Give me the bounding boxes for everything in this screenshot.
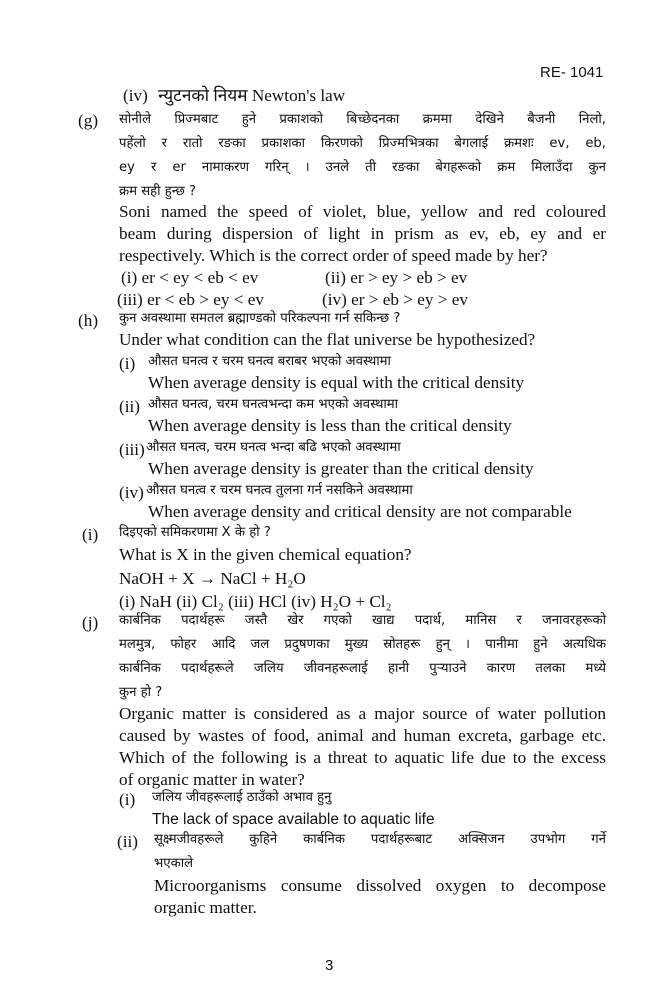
text-line: पहेंलो र रातो रङका प्रकाशका किरणको प्रिज्मभित्रका बेगलाई क्रमशः ev, eb,: [119, 136, 606, 151]
text-line: caused by wastes of food, animal and human excreta, garbage etc.: [119, 726, 606, 745]
question-label-i: (i): [82, 525, 99, 544]
option-h-2-nepali: औसत घनत्व, चरम घनत्वभन्दा कम भएको अवस्थामा: [148, 397, 399, 412]
text-line: कुन हो ?: [119, 685, 163, 700]
text-line: सोनीले प्रिज्मबाट हुने प्रकाशको बिच्छेदनका क्रममा देखिने बैजनी निलो,: [119, 112, 606, 127]
option-newton-law: [123, 87, 345, 104]
option-label: (iii): [119, 440, 145, 459]
text-line: ey र er नामाकरण गरिन् । उनले ती रङका बेगहरूको क्रम मिलाउँदा कुन: [119, 160, 606, 175]
option-label: (i): [119, 790, 136, 809]
option-text: न्युटनको नियम Newton's law: [158, 86, 346, 105]
option-h-1-english: When average density is equal with the critical density: [148, 373, 525, 392]
question-h-english: Under what condition can the flat universe be hypothesized?: [119, 330, 536, 349]
question-i-nepali: दिइएको समिकरणमा X के हो ?: [119, 525, 271, 540]
text-line: Organic matter is considered as a major source of water pollution: [119, 704, 606, 723]
option-h-4-english: When average density and critical density are not comparable: [148, 502, 572, 521]
option-j-2-nepali: सूक्ष्मजीवहरूले कुहिने कार्बनिक पदार्थहरूबाट अक्सिजन उपभोग गर्ने: [154, 832, 606, 847]
page-number: 3: [325, 957, 334, 974]
option-label: (i): [119, 354, 136, 373]
option-label: (iv): [123, 86, 148, 105]
exam-code: RE- 1041: [540, 64, 604, 81]
option-h-1-nepali: औसत घनत्व र चरम घनत्व बराबर भएको अवस्थामा: [148, 354, 391, 369]
question-h-nepali: कुन अवस्थामा समतल ब्रह्माण्डको परिकल्पना गर्न सकिन्छ ?: [119, 311, 401, 326]
question-i-english: What is X in the given chemical equation?: [119, 545, 412, 564]
option-g-1: (i) er < ey < eb < ev: [121, 268, 259, 287]
option-label: (ii): [117, 832, 138, 851]
text-line: respectively. Which is the correct order of speed made by her?: [119, 246, 548, 265]
text-line: Soni named the speed of violet, blue, yellow and red coloured: [119, 202, 606, 221]
text-line: of organic matter in water?: [119, 770, 305, 789]
text-line: मलमुत्र, फोहर आदि जल प्रदुषणका मुख्य स्रोतहरू हुन् । पानीमा हुने अत्यधिक: [119, 637, 606, 652]
question-label-h: (h): [78, 311, 99, 330]
option-j-1-nepali: जलिय जीवहरूलाई ठाउँको अभाव हुनु: [152, 790, 332, 805]
question-i-options: (i) NaH (ii) Cl₂ (iii) HCl (iv) H₂O + Cl₂: [119, 592, 392, 611]
text-line: कार्बनिक पदार्थहरूले जलिय जीवनहरूलाई हानी पुऱ्याउने कारण तलका मध्ये: [119, 661, 606, 676]
question-label-g: (g): [78, 111, 99, 130]
option-label: (iv): [119, 483, 144, 502]
text-line: कार्बनिक पदार्थहरू जस्तै खेर गएको खाद्य पदार्थ, मानिस र जनावरहरूको: [119, 613, 606, 628]
option-j-2-english: Microorganisms consume dissolved oxygen to decompose: [154, 876, 606, 895]
option-j-2-english-cont: organic matter.: [154, 898, 257, 917]
option-g-2: (ii) er > ey > eb > ev: [325, 268, 468, 287]
option-g-4: (iv) er > eb > ey > ev: [322, 290, 468, 309]
option-j-1-english: The lack of space available to aquatic life: [152, 811, 435, 828]
text-line: Which of the following is a threat to aquatic life due to the excess: [119, 748, 606, 767]
text-line: beam during dispersion of light in prism as ev, eb, ey and er: [119, 224, 606, 243]
question-label-j: (j): [82, 613, 99, 632]
option-h-4-nepali: औसत घनत्व र चरम घनत्व तुलना गर्न नसकिने अवस्थामा: [146, 483, 413, 498]
option-label: (ii): [119, 397, 140, 416]
option-j-2-nepali-cont: भएकाले: [154, 856, 194, 871]
option-h-2-english: When average density is less than the critical density: [148, 416, 512, 435]
text-line: क्रम सही हुन्छ ?: [119, 184, 196, 199]
option-g-3: (iii) er < eb > ey < ev: [117, 290, 264, 309]
chemical-equation: NaOH + X → NaCl + H₂O: [119, 569, 306, 588]
option-h-3-english: When average density is greater than the critical density: [148, 459, 534, 478]
option-h-3-nepali: औसत घनत्व, चरम घनत्व भन्दा बढि भएको अवस्थामा: [146, 440, 401, 455]
